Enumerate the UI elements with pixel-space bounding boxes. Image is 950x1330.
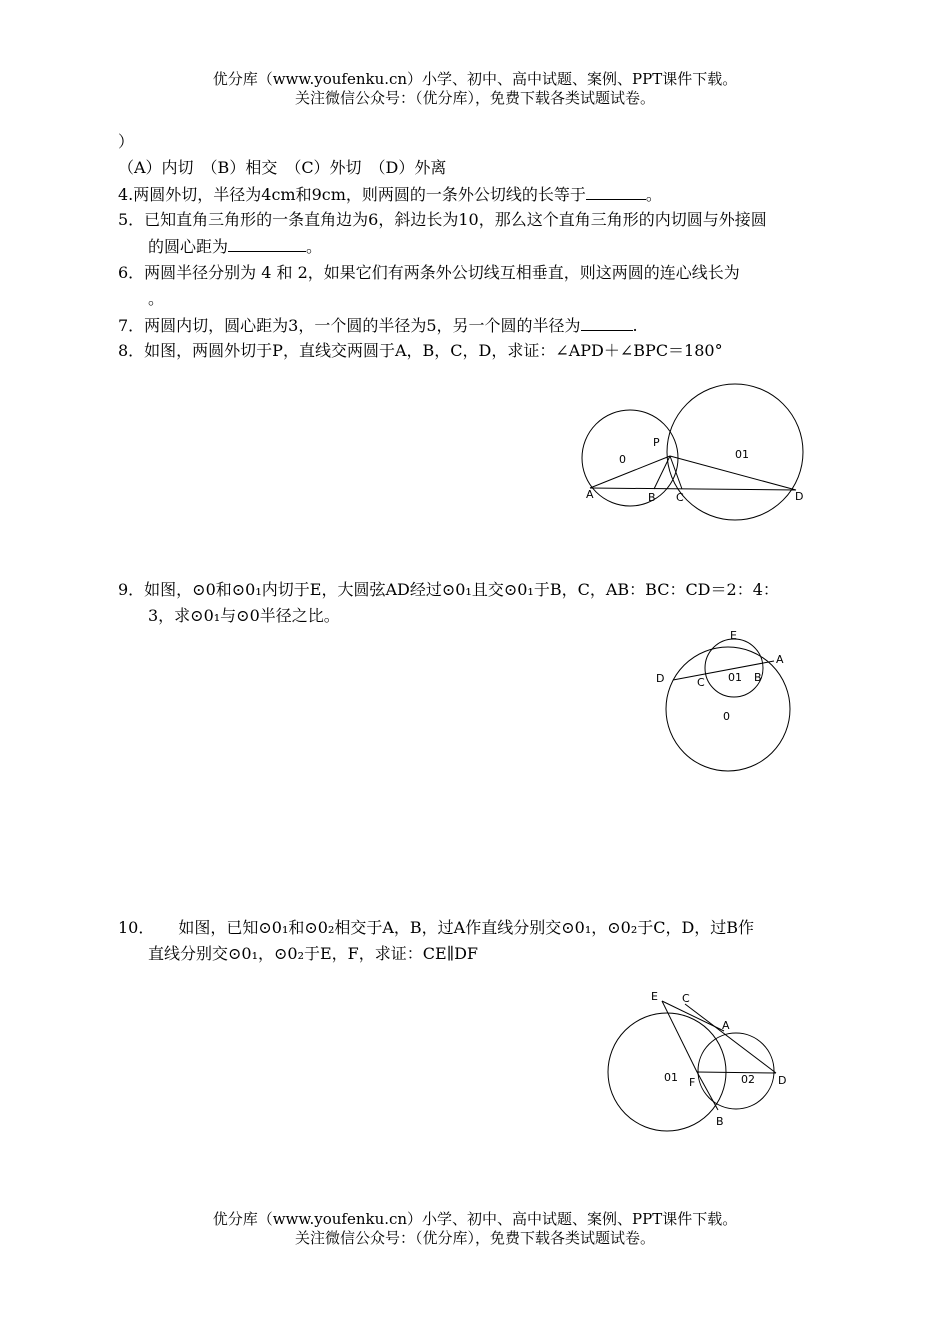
segment-pa	[590, 456, 670, 488]
q5-end: 。	[306, 237, 323, 256]
label-o2: 02	[741, 1073, 755, 1086]
segment-pc	[670, 456, 682, 489]
footer-line-1: 优分库（www.youfenku.cn）小学、初中、高中试题、案例、PPT课件下载。	[212, 1210, 738, 1228]
label-o: 0	[723, 710, 730, 723]
q5-text: 的圆心距为	[148, 237, 229, 256]
question-7	[118, 314, 638, 337]
page-footer	[0, 1210, 950, 1248]
segment-pd	[670, 456, 796, 490]
label-c: C	[697, 676, 705, 689]
q10-line-2: 直线分别交⊙0₁，⊙0₂于E，F，求证：CE∥DF	[148, 944, 479, 963]
circle-o	[582, 410, 678, 506]
q7-end: .	[632, 316, 638, 335]
label-b: B	[648, 491, 656, 504]
q10-line-1: 10． 如图，已知⊙0₁和⊙0₂相交于A，B，过A作直线分别交⊙0₁，⊙0₂于C，D，过B作	[118, 918, 755, 937]
q5-answer-blank[interactable]	[228, 235, 306, 252]
label-p: P	[653, 436, 660, 449]
header-line-1: 优分库（www.youfenku.cn）小学、初中、高中试题、案例、PPT课件下载。	[212, 70, 738, 88]
label-a: A	[722, 1019, 730, 1032]
label-o1: 01	[728, 671, 742, 684]
q9-line-2: 3，求⊙0₁与⊙0半径之比。	[148, 606, 340, 625]
segment-fd	[697, 1072, 776, 1073]
label-a: A	[776, 653, 784, 666]
label-c: C	[676, 491, 684, 504]
label-c: C	[682, 992, 690, 1005]
question-8: 8．如图，两圆外切于P，直线交两圆于A，B，C，D，求证：∠APD＋∠BPC＝180°	[118, 341, 723, 360]
label-e: E	[651, 990, 658, 1003]
q4-end: 。	[645, 185, 662, 204]
line-ad	[590, 488, 796, 490]
label-d: D	[778, 1074, 787, 1087]
label-f: F	[689, 1076, 696, 1089]
q9-line-1: 9．如图，⊙0和⊙0₁内切于E，大圆弦AD经过⊙0₁且交⊙0₁于B，C，AB：BC：CD＝2：4：	[118, 580, 779, 599]
label-e: E	[730, 629, 737, 642]
segment-fb	[697, 1072, 718, 1110]
segment-ef	[662, 1001, 697, 1072]
footer-line-2: 关注微信公众号：（优分库），免费下载各类试题试卷。	[294, 1229, 655, 1247]
q4-answer-blank[interactable]	[586, 183, 646, 200]
label-d: D	[795, 490, 804, 503]
label-o1: 01	[735, 448, 749, 461]
label-o: 0	[619, 453, 626, 466]
q7-answer-blank[interactable]	[581, 314, 633, 331]
label-d: D	[656, 672, 665, 685]
q7-text: 7．两圆内切，圆心距为3，一个圆的半径为5，另一个圆的半径为	[118, 316, 581, 335]
label-b: B	[754, 671, 762, 684]
q5-line-1: 5．已知直角三角形的一条直角边为6，斜边长为10，那么这个直角三角形的内切圆与外接圆	[118, 210, 767, 229]
figure-9	[650, 628, 800, 773]
q4-text: 4.两圆外切，半径为4cm和9cm，则两圆的一条外公切线的长等于	[118, 185, 586, 204]
figure-10	[600, 985, 800, 1135]
figure-8	[570, 380, 820, 525]
circle-o	[666, 647, 790, 771]
q3-options: （A）内切 （B）相交 （C）外切 （D）外离	[118, 158, 447, 177]
question-4	[118, 183, 662, 206]
label-a: A	[586, 488, 594, 501]
q5-line-2	[148, 235, 322, 258]
header-line-2: 关注微信公众号：（优分库），免费下载各类试题试卷。	[294, 89, 655, 107]
q6-line-2: 。	[148, 289, 165, 308]
circle-o2	[698, 1033, 774, 1109]
label-o1: 01	[664, 1071, 678, 1084]
label-b: B	[716, 1115, 724, 1128]
paren-close: ）	[118, 132, 135, 151]
page-header	[0, 70, 950, 108]
q6-line-1: 6．两圆半径分别为 4 和 2，如果它们有两条外公切线互相垂直，则这两圆的连心线长为	[118, 263, 740, 282]
